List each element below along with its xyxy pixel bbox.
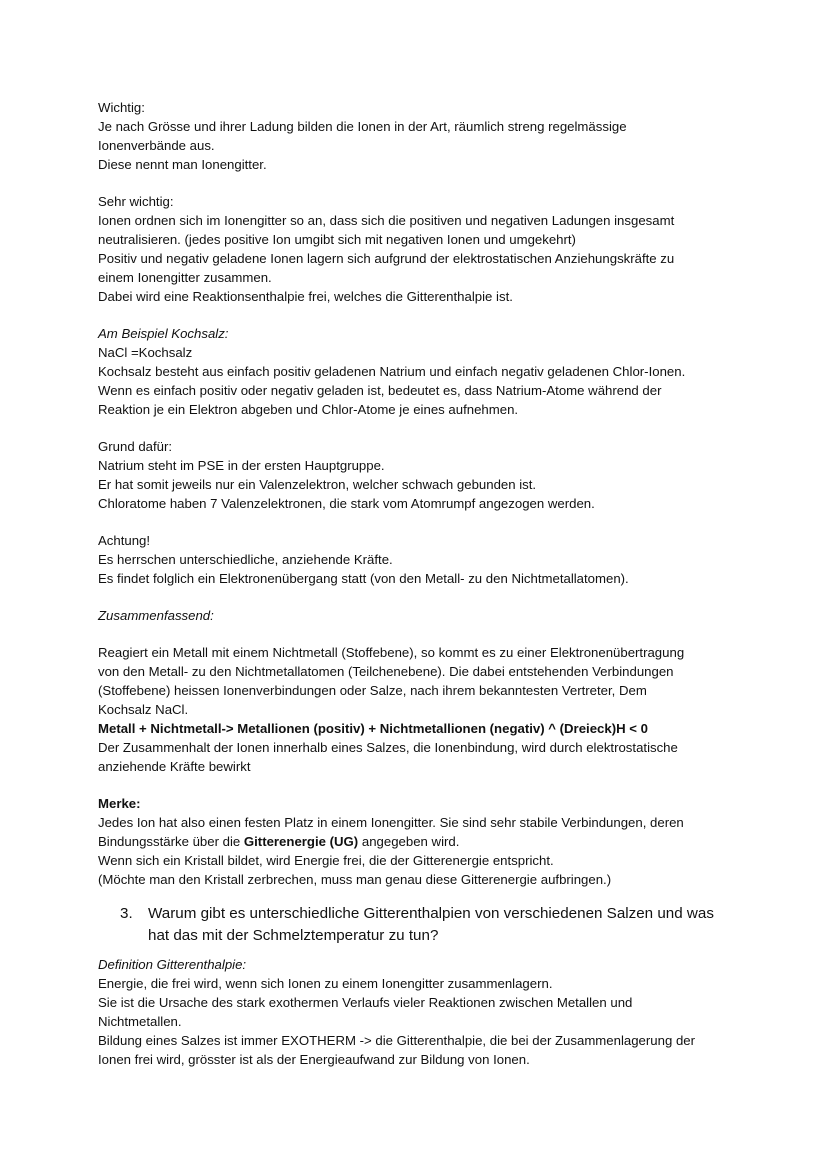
paragraph-line: Dabei wird eine Reaktionsenthalpie frei, welches die Gitterenthalpie ist. [98,289,513,304]
paragraph-line: neutralisieren. (jedes positive Ion umgibt sich mit negativen Ionen und umgekehrt) [98,232,576,247]
paragraph-line: Jedes Ion hat also einen festen Platz in einem Ionengitter. Sie sind sehr stabile Verbindungen, deren [98,815,684,830]
section-heading: Grund dafür: [98,439,173,454]
paragraph-line: Wenn sich ein Kristall bildet, wird Energie frei, die der Gitterenergie entspricht. [98,853,554,868]
paragraph-line: Wenn es einfach positiv oder negativ geladen ist, bedeutet es, dass Natrium-Atome während der [98,383,662,398]
paragraph-line: Energie, die frei wird, wenn sich Ionen zu einem Ionengitter zusammenlagern. [98,976,553,991]
paragraph-line: Kochsalz NaCl. [98,702,189,717]
paragraph-line: (Stoffebene) heissen Ionenverbindungen oder Salze, nach ihrem bekanntesten Vertreter, Dem [98,683,647,698]
section-heading: Zusammenfassend: [98,608,214,623]
paragraph-line: Bildung eines Salzes ist immer EXOTHERM -> die Gitterenthalpie, die bei der Zusammenlagerung der [98,1033,696,1048]
paragraph-line: von den Metall- zu den Nichtmetallatomen (Teilchenebene). Die dabei entstehenden Verbindungen [98,664,674,679]
paragraph-line: Ionen frei wird, grösster ist als der Energieaufwand zur Bildung von Ionen. [98,1052,530,1067]
paragraph-line: Positiv und negativ geladene Ionen lagern sich aufgrund der elektrostatischen Anziehungskräfte zu [98,251,675,266]
paragraph-line: NaCl =Kochsalz [98,345,193,360]
section-grund [98,437,738,513]
paragraph-line: Reaktion je ein Elektron abgeben und Chlor-Atome je eines aufnehmen. [98,402,519,417]
paragraph-line: Reagiert ein Metall mit einem Nichtmetall (Stoffebene), so kommt es zu einer Elektronenübertragung [98,645,685,660]
paragraph-line: Kochsalz besteht aus einfach positiv geladenen Natrium und einfach negativ geladenen Chlor-Ionen. [98,364,686,379]
paragraph-line: Chloratome haben 7 Valenzelektronen, die stark vom Atomrumpf angezogen werden. [98,496,595,511]
question-number: 3. [120,905,133,922]
section-merke [98,794,738,889]
gitterenergie-term: Gitterenergie (UG) [243,834,359,849]
paragraph-line: einem Ionengitter zusammen. [98,270,272,285]
paragraph-line: Ionenverbände aus. [98,138,215,153]
section-beispiel [98,324,738,419]
text-run: Bindungsstärke über die [98,834,244,849]
reaction-equation: Metall + Nichtmetall-> Metallionen (positiv) + Nichtmetallionen (negativ) ^ (Dreieck)H < 0 [98,721,648,736]
paragraph-line: Diese nennt man Ionengitter. [98,157,267,172]
numbered-question [120,903,738,947]
paragraph-line: Natrium steht im PSE in der ersten Hauptgruppe. [98,458,385,473]
section-heading: Wichtig: [98,100,145,115]
section-heading: Am Beispiel Kochsalz: [98,326,229,341]
section-wichtig [98,98,738,174]
paragraph-line: (Möchte man den Kristall zerbrechen, muss man genau diese Gitterenergie aufbringen.) [98,872,612,887]
section-heading: Merke: [98,796,141,811]
text-run: angegeben wird. [358,834,460,849]
paragraph-line: Ionen ordnen sich im Ionengitter so an, dass sich die positiven und negativen Ladungen insgesamt [98,213,675,228]
section-achtung [98,531,738,588]
paragraph-line: anziehende Kräfte bewirkt [98,759,251,774]
section-heading: Achtung! [98,533,151,548]
paragraph-line [98,832,738,851]
paragraph-line: Es findet folglich ein Elektronenübergang statt (von den Metall- zu den Nichtmetallatomen). [98,571,629,586]
section-sehr-wichtig [98,192,738,306]
section-heading: Sehr wichtig: [98,194,174,209]
section-heading: Definition Gitterenthalpie: [98,957,247,972]
paragraph-line: Sie ist die Ursache des stark exothermen Verlaufs vieler Reaktionen zwischen Metallen und [98,995,633,1010]
question-text: Warum gibt es unterschiedliche Gitterenthalpien von verschiedenen Salzen und was hat das mit der Schmelztemperatur zu tun? [148,905,714,944]
section-zusammenfassend [98,606,738,776]
paragraph-line: Es herrschen unterschiedliche, anziehende Kräfte. [98,552,393,567]
section-definition [98,955,738,1069]
paragraph-line: Je nach Grösse und ihrer Ladung bilden die Ionen in der Art, räumlich streng regelmässige [98,119,627,134]
paragraph-line: Er hat somit jeweils nur ein Valenzelektron, welcher schwach gebunden ist. [98,477,537,492]
paragraph-line: Der Zusammenhalt der Ionen innerhalb eines Salzes, die Ionenbindung, wird durch elektrostatische [98,740,678,755]
paragraph-line: Nichtmetallen. [98,1014,182,1029]
